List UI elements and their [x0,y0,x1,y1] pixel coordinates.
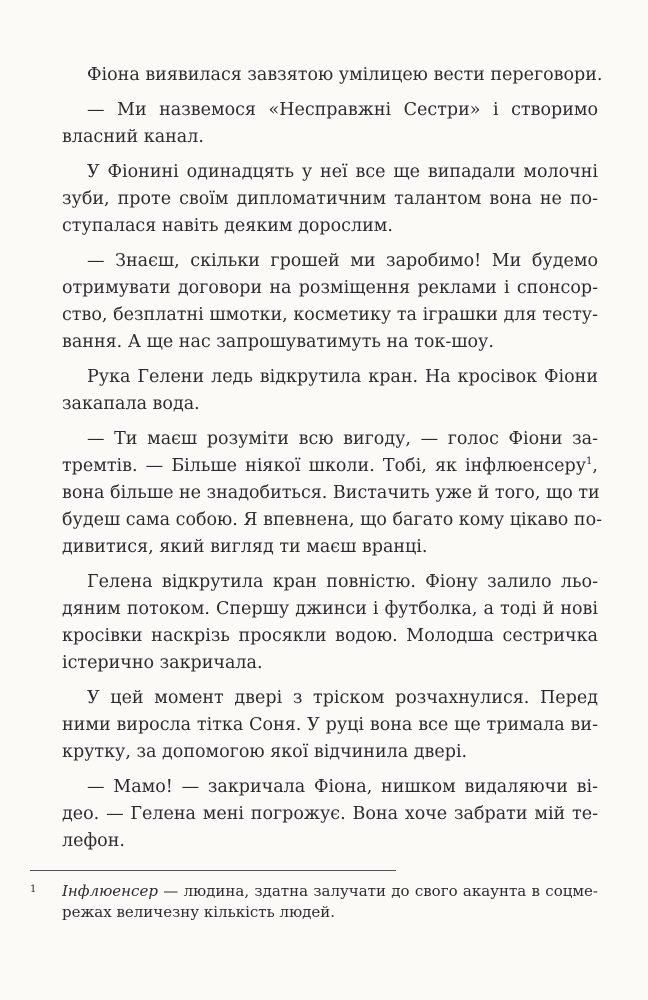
text-line: — Знаєш, скільки грошей ми заробимо! Ми будемо [87,251,598,271]
text-line: део. — Гелена мені погрожує. Вона хоче забрати мій те- [62,804,598,824]
text-line: закапала вода. [62,394,200,414]
footnote-divider [30,870,396,871]
footnote-term: Інфлюенсер [62,882,158,900]
text-line: дивитися, який вигляд ти маєш вранці. [62,537,428,557]
text-line: істерично закричала. [62,653,263,673]
paragraph-5 [62,364,598,418]
paragraph-1 [62,62,603,89]
body-text [62,62,603,855]
footnote-line: режах величезну кількість людей. [62,903,336,921]
text-line: ступалася навіть деяким дорослим. [62,216,393,236]
text-line: власний канал. [62,127,204,147]
text-line: — Мамо! — закричала Фіона, нишком видаляючи ві- [87,777,598,797]
text-line: У Фіонині одинадцять у неї все ще випадали молочні [87,162,598,182]
paragraph-4 [62,248,598,356]
text-line: — Ми назвемося «Несправжні Сестри» і створимо [87,100,598,120]
paragraph-9 [62,774,598,855]
text-line: будеш сама собою. Я впевнена, що багато кому цікаво по- [62,510,603,530]
text-line: крутку, за допомогою якої відчинила двері. [62,742,468,762]
text-line: ство, безплатні шмотки, косметику та іграшки для тесту- [62,305,598,325]
text-line: Рука Гелени ледь відкрутила кран. На кросівок Фіони [87,367,598,387]
text-line: кросівки наскрізь просякли водою. Молодша сестричка [62,626,598,646]
paragraph-3 [62,159,598,240]
text-line: Гелена відкрутила кран повністю. Фіону залило льо- [87,572,598,592]
text-line: дяним потоком. Спершу джинси і футболка, а тоді й нові [62,599,598,619]
footnote-marker: 1 [586,456,593,467]
text-line: У цей момент двері з тріском розчахнулися. Перед [87,688,598,708]
text-line: вона більше не знадобиться. Вистачить уже й того, що ти [62,483,600,503]
paragraph-7 [62,569,598,677]
paragraph-8 [62,685,598,766]
text-span: тремтів. — Більше ніякої школи. Тобі, як інфлюенсеру [62,456,587,476]
paragraph-6 [62,426,603,561]
text-line: отримувати договори на розміщення реклами і спонсор- [62,278,598,298]
text-line: ними виросла тітка Соня. У руці вона все ще тримала ви- [62,715,598,735]
text-line-with-footnote: тремтів. — Більше ніякої школи. Тобі, як інфлюенсеру$^1$, [62,456,598,476]
text-line: вання. А ще нас запрошуватимуть на ток-шоу. [62,332,494,352]
footnote-definition: — людина, здатна залучати до свого акаунта в соцме- [157,882,598,900]
footnote [30,878,598,924]
footnote-number: 1 [30,884,37,895]
text-line: зуби, проте своїм дипломатичним талантом вона не по- [62,189,598,209]
text-line: Фіона виявилася завзятою умілицею вести переговори. [87,65,603,85]
footnote-line [30,878,598,901]
text-line: — Ти маєш розуміти всю вигоду, — голос Фіони за- [87,429,598,449]
paragraph-2 [62,97,598,151]
text-line: лефон. [62,831,125,851]
